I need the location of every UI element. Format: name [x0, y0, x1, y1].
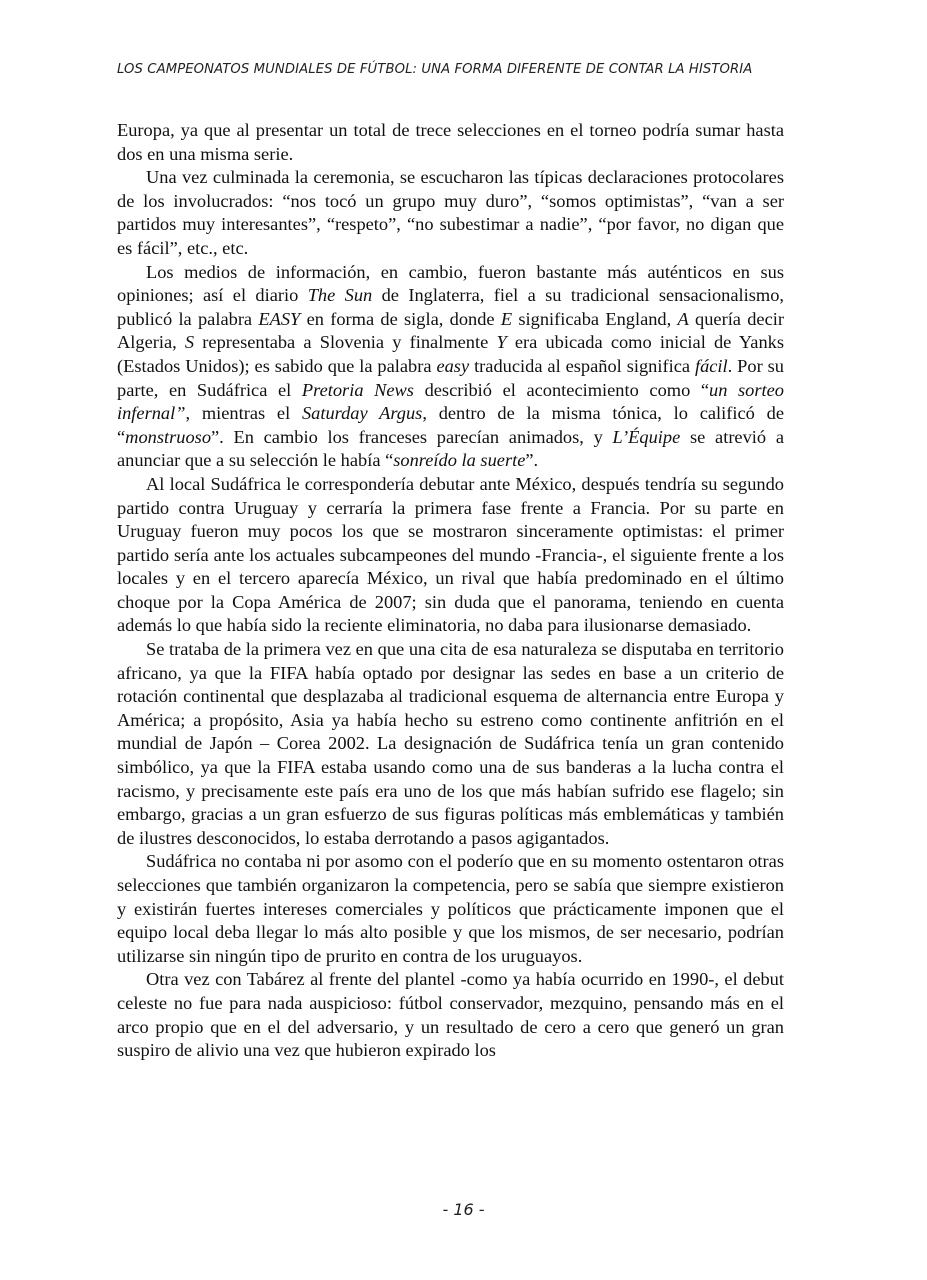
body-text — [117, 119, 784, 1063]
italic-text: L’Équipe — [612, 426, 681, 447]
paragraph — [117, 119, 784, 166]
text-run: Al local Sudáfrica le correspondería debutar ante México, después tendría su segundo partido contra Uruguay y cerraría la primera fase frente a Francia. Por su parte en Uruguay fueron muy pocos los que se mostraron sinceramente optimistas: el primer partido sería ante los actuales subcampeones del mundo -Francia-, el siguiente frente a los locales y en el tercero aparecía México, un rival que había predominado en el último choque por la Copa América de 2007; sin duda que el panorama, teniendo en cuenta además lo que había sido la reciente eliminatoria, no daba para ilusionarse demasiado. — [117, 473, 784, 636]
italic-text: easy — [436, 355, 470, 376]
text-run: ”. En cambio los franceses parecían animados, y — [211, 426, 613, 447]
page-number: - 16 - — [442, 1200, 485, 1219]
text-run: Se trataba de la primera vez en que una cita de esa naturaleza se disputaba en territorio africano, ya que la FIFA había optado por designar las sedes en base a un criterio de rotación continental que desplazaba al tradicional esquema de alternancia entre Europa y América; a propósito, Asia ya había hecho su estreno como continente anfitrión en el mundial de Japón – Corea 2002. La designación de Sudáfrica tenía un gran contenido simbólico, ya que la FIFA estaba usando como una de sus banderas a la lucha contra el racismo, y precisamente este país era uno de los que más habían sufrido ese flagelo; sin embargo, gracias a un gran esfuerzo de sus figuras políticas más emblemáticas y también de ilustres desconocidos, lo estaba derrotando a pasos agigantados. — [117, 639, 784, 848]
text-run: Los medios de información, en cambio, fueron bastante más auténticos en sus opiniones; así el diario — [117, 261, 784, 306]
text-run: Sudáfrica no contaba ni por asomo con el poderío que en su momento ostentaron otras selecciones que también organizaron la competencia, pero se sabía que siempre existieron y existirán fuertes intereses comerciales y políticos que prácticamente imponen que el equipo local deba llegar lo más alto posible y que los mismos, de ser necesario, podrían utilizarse sin ningún tipo de prurito en contra de los uruguayos. — [117, 851, 784, 966]
paragraph — [117, 968, 784, 1062]
paragraph — [117, 261, 784, 473]
text-run: describió el acontecimiento como “ — [413, 379, 710, 400]
italic-text: sonreído la suerte — [393, 450, 526, 471]
text-run: , mientras el — [185, 403, 302, 424]
text-run: Una vez culminada la ceremonia, se escucharon las típicas declaraciones protocolares de los involucrados: “nos tocó un grupo muy duro”, “somos optimistas”, “van a ser partidos muy interesantes”, “respeto”, “no subestimar a nadie”, “por favor, no digan que es fácil”, etc., etc. — [117, 167, 784, 258]
text-run: Europa, ya que al presentar un total de trece selecciones en el torneo podría sumar hasta dos en una misma serie. — [117, 120, 784, 164]
text-run: . Por su parte, en Sudáfrica el — [117, 355, 784, 400]
italic-text: S — [184, 332, 195, 353]
italic-text: EASY — [258, 308, 301, 329]
text-run: de Inglaterra, fiel a su tradicional sensacionalismo, publicó la palabra — [117, 285, 784, 329]
text-run: era ubicada como inicial de Yanks (Estados Unidos); es sabido que la palabra — [117, 332, 784, 376]
text-run: en forma de sigla, donde — [300, 308, 501, 329]
text-run: quería decir Algeria, — [117, 308, 784, 353]
running-header: LOS CAMPEONATOS MUNDIALES DE FÚTBOL: UNA FORMA DIFERENTE DE CONTAR LA HISTORIA — [117, 62, 753, 77]
italic-text: Pretoria News — [301, 379, 414, 400]
text-run: Otra vez con Tabárez al frente del plantel -como ya había ocurrido en 1990-, el debut celeste no fue para nada auspicioso: fútbol conservador, mezquino, pensando más en el arco propio que en el del adversario, y un resultado de cero a cero que generó un gran suspiro de alivio una vez que hubieron expirado los — [117, 969, 784, 1061]
italic-text: E — [500, 308, 513, 329]
italic-text: un sorteo infernal” — [117, 379, 785, 424]
italic-text: fácil — [694, 355, 728, 376]
paragraph — [117, 473, 784, 638]
paragraph — [117, 166, 784, 260]
text-run: significaba England, — [512, 308, 678, 329]
text-run: se atrevió a anunciar que a su selección le había “ — [117, 426, 784, 471]
italic-text: Y — [496, 332, 507, 353]
text-run: ”. — [525, 450, 539, 471]
italic-text: monstruoso — [125, 426, 212, 447]
paragraph — [117, 638, 784, 850]
text-run: traducida al español significa — [469, 355, 695, 376]
italic-text: Saturday Argus — [301, 403, 423, 424]
text-run: , dentro de la misma tónica, lo calificó de “ — [117, 403, 784, 447]
italic-text: The Sun — [307, 285, 373, 306]
text-run: representaba a Slovenia y finalmente — [194, 332, 497, 353]
italic-text: A — [677, 308, 689, 329]
paragraph — [117, 850, 784, 968]
